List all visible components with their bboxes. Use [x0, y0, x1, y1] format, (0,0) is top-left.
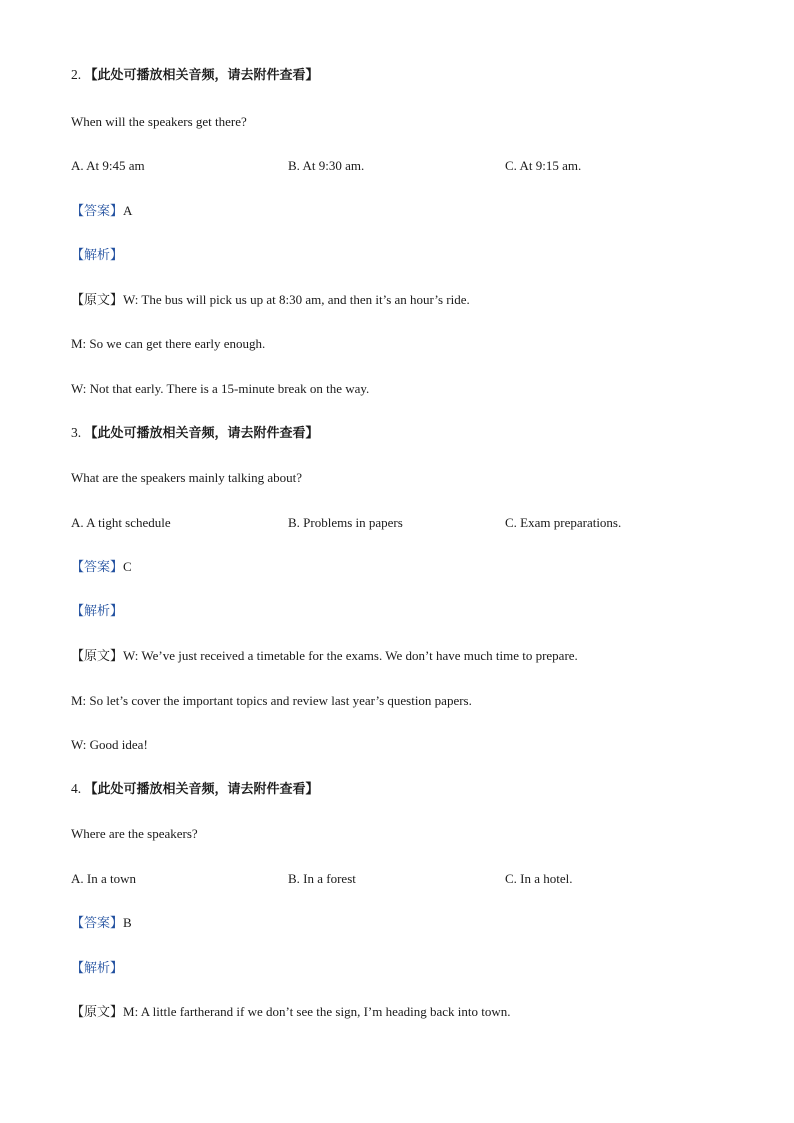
- question-3-option-a: A. A tight schedule: [71, 515, 171, 530]
- transcript-text: W: The bus will pick us up at 8:30 am, and then it’s an hour’s ride.: [123, 292, 470, 307]
- transcript-text: M: A little fartherand if we don’t see the sign, I’m heading back into town.: [123, 1004, 511, 1019]
- question-number: 4.: [71, 781, 82, 796]
- audio-note[interactable]: 【此处可播放相关音频，请去附件查看】: [84, 68, 319, 83]
- question-4-option-c: C. In a hotel.: [505, 871, 573, 886]
- question-3-prompt: What are the speakers mainly talking about?: [71, 470, 303, 485]
- question-2-transcript-line-1: [71, 291, 470, 309]
- analysis-tag: 【解析】: [71, 604, 124, 619]
- question-2-option-a: A. At 9:45 am: [71, 158, 145, 173]
- question-number: 3.: [71, 425, 82, 440]
- answer-tag: 【答案】: [71, 204, 124, 219]
- answer-value: C: [123, 559, 132, 574]
- question-2-header: [71, 66, 319, 85]
- answer-tag: 【答案】: [71, 916, 124, 931]
- transcript-tag: 【原文】: [71, 1004, 124, 1019]
- question-3-option-c: C. Exam preparations.: [505, 515, 622, 530]
- question-4-header: [71, 780, 319, 799]
- audio-note[interactable]: 【此处可播放相关音频，请去附件查看】: [84, 426, 319, 441]
- question-3-answer: [71, 558, 132, 577]
- question-3-transcript-line-3: W: Good idea!: [71, 737, 148, 752]
- question-4-option-b: B. In a forest: [288, 871, 356, 886]
- answer-tag: 【答案】: [71, 560, 124, 575]
- analysis-tag: 【解析】: [71, 248, 124, 263]
- answer-value: A: [123, 203, 133, 218]
- analysis-tag: 【解析】: [71, 961, 124, 976]
- question-2-transcript-line-2: M: So we can get there early enough.: [71, 336, 266, 351]
- question-4-transcript-line-1: [71, 1003, 511, 1021]
- question-2-answer: [71, 202, 132, 221]
- question-2-transcript-line-3: W: Not that early. There is a 15-minute break on the way.: [71, 381, 370, 396]
- question-2-option-c: C. At 9:15 am.: [505, 158, 582, 173]
- answer-value: B: [123, 915, 132, 930]
- audio-note[interactable]: 【此处可播放相关音频，请去附件查看】: [84, 782, 319, 797]
- question-4-prompt: Where are the speakers?: [71, 826, 198, 841]
- question-4-option-a: A. In a town: [71, 871, 136, 886]
- question-3-header: [71, 424, 319, 443]
- question-4-analysis: [71, 959, 123, 978]
- transcript-text: W: We’ve just received a timetable for the exams. We don’t have much time to prepare.: [123, 648, 578, 663]
- question-3-transcript-line-2: M: So let’s cover the important topics and review last year’s question papers.: [71, 693, 472, 708]
- question-2-analysis: [71, 246, 123, 265]
- question-3-transcript-line-1: [71, 647, 578, 665]
- question-2-option-b: B. At 9:30 am.: [288, 158, 365, 173]
- question-number: 2.: [71, 67, 82, 82]
- transcript-tag: 【原文】: [71, 648, 124, 663]
- question-4-answer: [71, 914, 132, 933]
- transcript-tag: 【原文】: [71, 292, 124, 307]
- question-2-prompt: When will the speakers get there?: [71, 114, 247, 129]
- question-3-analysis: [71, 602, 123, 621]
- question-3-option-b: B. Problems in papers: [288, 515, 403, 530]
